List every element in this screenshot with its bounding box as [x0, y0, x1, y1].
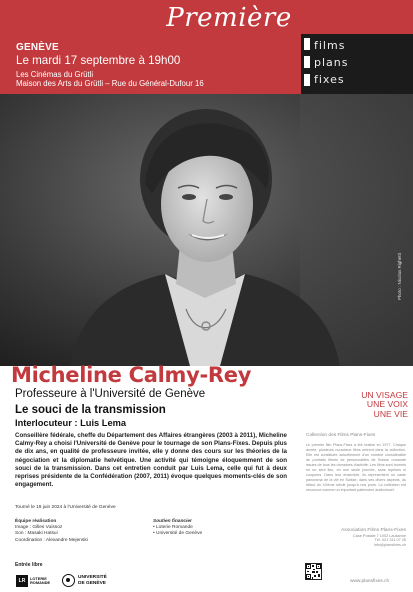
team-sound: Son : Masaki Hatsui	[15, 531, 58, 537]
loterie-line: ROMANDE	[30, 580, 51, 585]
tagline	[320, 391, 408, 419]
association-name: Association Films Plans-Fixes	[341, 528, 406, 533]
film-topic: Le souci de la transmission	[15, 404, 166, 416]
speaker-name: Micheline Calmy-Rey	[11, 363, 252, 387]
support-item: • Loterie Romande	[153, 525, 193, 531]
association-address: Case Postale 7 1002 Lausanne	[353, 533, 406, 538]
tagline-line: UNE VOIX	[366, 399, 408, 410]
portrait-photo	[0, 94, 413, 366]
collection-text: Le premier film Plans-Fixes a été réalisé en 1977. Chaque année, plusieurs nouveaux films entrent dans la collection. Elle est constituée actuellement d'un nombre considérable de portraits filmés de personnalités de Suisse romande issues de tous les domaines d'activité. Les films sont tournés en un seul lieu, en une seule journée, sans reprises ni coupures. Dans leur ensemble, ils représentent un vaste panorama de la vie en Suisse, dans ses divers aspects, du début du XXème siècle jusqu'à nos jours. La collection est reconnue comme un important patrimoine audiovisuel.	[306, 443, 406, 492]
loterie-mark: LR	[16, 575, 28, 587]
venue-name: Les Cinémas du Grütli	[16, 70, 94, 79]
tagline-line: UNE VIE	[373, 408, 408, 419]
logo-word-plans: plans	[314, 56, 349, 69]
unige-line: UNIVERSITÉ	[78, 575, 107, 581]
team-image: Image : Gilles Vuissoz	[15, 525, 63, 531]
free-entry: Entrée libre	[15, 562, 43, 568]
association-info	[306, 528, 406, 547]
venue-address: Maison des Arts du Grütli – Rue du Général-Dufour 16	[16, 79, 204, 88]
event-date: Le mardi 17 septembre à 19h00	[16, 54, 181, 67]
portrait-illustration	[0, 94, 413, 366]
loterie-line: LOTERIE	[30, 575, 47, 581]
association-email: info@plansfixes.ch	[374, 542, 406, 547]
speaker-role: Professeure à l'Université de Genève	[15, 388, 206, 400]
association-phone: Tél. 021 311 07 25	[374, 538, 406, 543]
loterie-romande-logo	[16, 574, 56, 588]
team-coordination: Coordination : Alexandre Mejenski	[15, 537, 88, 543]
shooting-info: Tourné le 19 juin 2024 à l'Université de Genève	[15, 505, 116, 510]
photo-credit: Photo : Nicolas Righetti	[397, 253, 402, 300]
team-title: Équipe réalisation	[15, 519, 57, 524]
unige-seal-icon	[62, 574, 75, 587]
financial-support	[153, 519, 202, 538]
support-item: • Université de Genève	[153, 531, 203, 537]
logo-word-fixes: fixes	[314, 73, 345, 86]
plans-fixes-logo	[301, 34, 413, 94]
tagline-line: UN VISAGE	[361, 390, 408, 400]
website-link[interactable]: www.plansfixes.ch	[350, 579, 390, 584]
logo-word-films: films	[314, 39, 346, 52]
premiere-title: Première	[166, 3, 292, 33]
speaker-bio: Conseillère fédérale, cheffe du Département des Affaires étrangères (2003 à 2011), Micheline Calmy-Rey a choisi l'Université de Genève pour le tournage de son Plans-Fixes. Depuis plus de dix ans, en qualité de professeure invitée, elle y donne des cours sur les théories de la négociation et la diplomatie helvétique. Une activité qui témoigne éloquemment de son souci de la transmission. Dans cet entretien conduit par Luis Lema, celle qui fut à deux reprises présidente de la Confédération (2007, 2011) évoque quelques moments-clés de son engagement.	[15, 432, 287, 489]
collection-title: Collection des Films Plans-Fixes	[306, 433, 376, 438]
city-label: GENÈVE	[16, 42, 59, 53]
support-title: Soutien financier	[153, 519, 192, 524]
production-team	[15, 519, 88, 544]
qr-code-icon[interactable]	[305, 563, 322, 580]
unige-line: DE GENÈVE	[78, 580, 106, 586]
interlocutor: Interlocuteur : Luis Lema	[15, 418, 127, 428]
logo-bars-icon	[304, 38, 310, 90]
unige-logo	[62, 574, 107, 587]
